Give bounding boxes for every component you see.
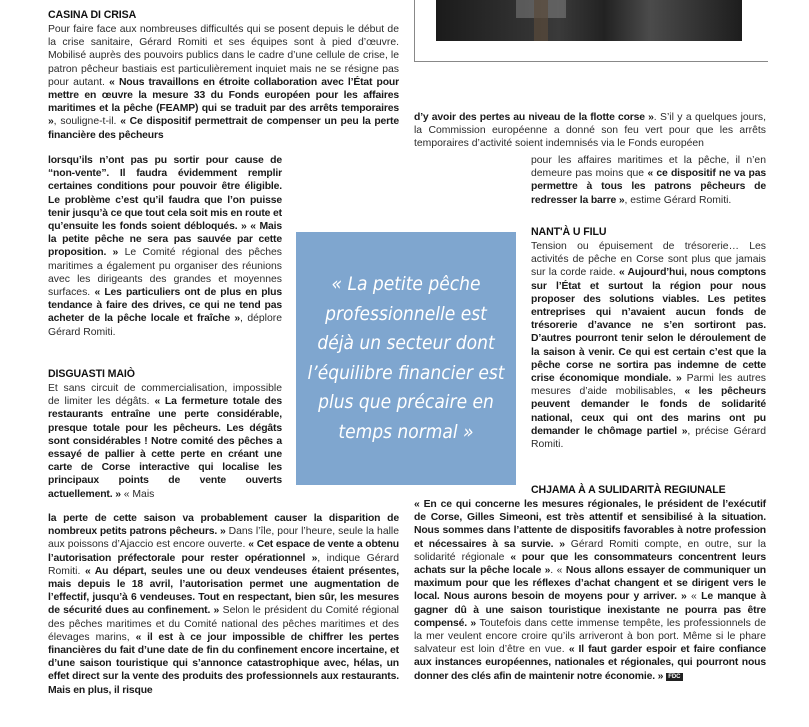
text-run: pour les affaires maritimes et la pêche, il n’en demeure pas moins que: [531, 155, 766, 180]
paragraph-nant: [531, 240, 766, 451]
paragraph-right-wrap: [531, 154, 766, 207]
quote-run: « Les particuliers ont de plus en plus tendance à faire des drives, ce qui ne tend pas acheter de la pêche locale et fraîche »: [48, 287, 282, 325]
text-run: , précise Gérard Romiti.: [531, 425, 767, 451]
quote-run: Nous allons essayer de communiquer un maximum pour que les réflexes d’achat changent et se dirigent vers le local. Nous aurons besoin de moyens pour y arriver. »: [414, 565, 766, 603]
text-run: Toutefois dans cette immense tempête, les professionnels de la mer veulent encore croire qu’ils arriveront à bon port. Même si le phare salvateur est loin d’être en vue.: [414, 617, 766, 656]
heading-casina-di-crisa: CASINA DI CRISA: [48, 9, 137, 21]
heading-chjama: CHJAMA À A SULIDARITÀ REGIUNALE: [531, 484, 726, 496]
heading-nant-a-u-filu: NANT'À U FILU: [531, 226, 607, 238]
text-run: , déplore Gérard Romiti.: [48, 313, 282, 338]
paragraph-disguasti: [48, 382, 282, 501]
paragraph-left-wrap: [48, 154, 282, 339]
pull-quote-box: [296, 232, 516, 485]
photo-frame-line: [414, 0, 415, 62]
quote-run: « Au départ, seules une ou deux vendeuses étaient présentes, mais depuis le 18 avril, l’autorisation permet une augmentation de l’effectif, jusqu’à 6 vendeuses. Tout en respectant, bien sûr, les mesures de sécurité dues au confinement. »: [48, 565, 399, 617]
paragraph-right-top: [414, 111, 766, 151]
paragraph-right-bottom: [414, 498, 766, 683]
pull-quote-text: « La petite pêche professionnelle est déjà un secteur dont l’équilibre financier est plus que précaire en temps normal »: [307, 273, 505, 443]
quote-run: « ce dispositif ne va pas permettre à tous les patrons pêcheurs de redresser la barre »: [531, 168, 766, 206]
quote-run: « Il faut garder espoir et faire confiance aux instances européennes, nationales et régionales, qui pourront nous donner des clés afin de maintenir notre économie. »: [414, 644, 767, 682]
text-run: Dans l’île, pour l’heure, seule la halle aux poissons d’Ajaccio est encore ouverte.: [48, 526, 399, 551]
quote-run: « La fermeture totale des restaurants entraîne une perte considérable, presque totale pour les pêcheurs. Les dégâts sont considérables ! Notre comité des pêches a essayé de pallier à cette perte en créant une carte de Corse interactive qui localise les principaux points de vente ouverts actuellement. »: [48, 396, 282, 500]
quote-run: « il est à ce jour impossible de chiffrer les pertes financières du fait d’une date de fin du confinement encore incertaine, et d’une saison touristique qui s’annonce catastrophique avec, hélas, un effet direct sur la vente des produits des professionnels aux restaurants. Mais en plus, il risque: [48, 631, 399, 696]
text-run: Tension ou épuisement de trésorerie… Les activités de pêche en Corse sont plus que jamais sur la corde raide.: [531, 241, 766, 279]
text-run: , indique Gérard Romiti.: [48, 552, 399, 577]
text-run: . S’il y a quelques jours, la Commission européenne a donné son feu vert pour que les arrêts temporaires d’activité soient indemnisés via le Fonds européen: [414, 112, 766, 150]
quote-run: d’y avoir des pertes au niveau de la flotte corse »: [414, 112, 654, 123]
text-run: Et sans circuit de commercialisation, impossible de limiter les dégâts.: [48, 383, 282, 408]
portrait-photo: [436, 0, 742, 41]
heading-disguasti-maio: DISGUASTI MAIÒ: [48, 368, 135, 380]
text-run: Gérard Romiti compte, en outre, sur la solidarité régionale: [414, 538, 766, 563]
text-run: «: [686, 591, 702, 603]
photo-frame-line: [414, 61, 768, 62]
author-signature-badge: FDC: [668, 673, 681, 680]
text-run: Le Comité régional des pêches maritimes a également pu organiser des réunions avec les dirigeants des grandes et moyennes surfaces.: [48, 247, 282, 299]
quote-run: « les pêcheurs peuvent demander le fonds de solidarité national, ceux qui ont des marins ont pu demander le chômage partiel »: [531, 386, 766, 437]
quote-run: la perte de cette saison va probablement causer la disparition de nombreux petits patrons pêcheurs. »: [48, 513, 399, 538]
text-run: , souligne-t-il.: [53, 116, 121, 128]
quote-run: « Cet espace de vente a obtenu l’autorisation préfectorale pour rester opérationnel »: [48, 539, 400, 564]
text-run: Parmi les autres mesures d’aide mobilisables,: [531, 373, 766, 398]
quote-run: Le manque à gagner dû à une saison touristique inexistante ne pourra pas être compensé. »: [414, 591, 766, 629]
quote-run: « pour que les consommateurs concentrent leurs achats sur la pêche locale »: [414, 551, 766, 577]
text-run: Pour faire face aux nombreuses difficultés qui se posent depuis le début de la crise sanitaire, Gérard Romiti et ses équipes sont à pied d’œuvre. Mobilisé auprès des pouvoirs publics dans le cadre d’une cellule de crise, le patron pêcheur bastiais est particulièrement inquiet mais ne se résigne pas pour autant.: [48, 24, 399, 88]
quote-run: lorsqu’ils n’ont pas pu sortir pour cause de “non-vente”. Il faudra évidemment remplir certaines conditions pour pouvoir être éligible. Le problème c’est qu’il faudra que l’on puisse tenir jusqu’à ce que tout cela soit mis en route et qu’ensuite les fonds soient débloqués. »: [48, 155, 282, 233]
text-run: « Mais: [120, 488, 155, 500]
text-run: . «: [550, 565, 566, 577]
quote-run: « Mais la petite pêche ne sera pas sauvée par cette proposition. »: [48, 221, 283, 259]
text-run: Selon le président du Comité régional des pêches maritimes et du Comité national des pêches maritimes et des élevages marins,: [48, 605, 399, 643]
quote-run: « En ce qui concerne les mesures régionales, le président de l’exécutif de Corse, Gilles Simeoni, est très attentif et sensibilisé à la situation. Nous sommes dans l’attente de dispositifs favorables à notre profession et nécessaires à sa survie. »: [414, 499, 766, 550]
text-run: , estime Gérard Romiti.: [624, 194, 732, 206]
paragraph-left-top: [48, 23, 399, 142]
quote-run: « Nous travaillons en étroite collaboration avec l’État pour mettre en œuvre la mesure 33 du Fonds européen pour les affaires maritimes et la pêche (FEAMP) qui se traduit par des arrêts temporaires »: [48, 76, 399, 128]
quote-run: « Aujourd’hui, nous comptons sur l’État et surtout la région pour nous proposer des solutions viables. Les petites entreprises qui n’avaient aucun fonds de trésorerie d’avance ne s’en sortiront pas. D’autres pourront tenir selon le déroulement de la saison à venir. Ce qui est certain c’est que la pêche corse ne sortira pas indemne de cette crise économique mondiale. »: [531, 267, 766, 385]
paragraph-left-bottom: [48, 512, 399, 697]
quote-run: « Ce dispositif permettrait de compenser un peu la perte financière des pêcheurs: [48, 116, 399, 141]
